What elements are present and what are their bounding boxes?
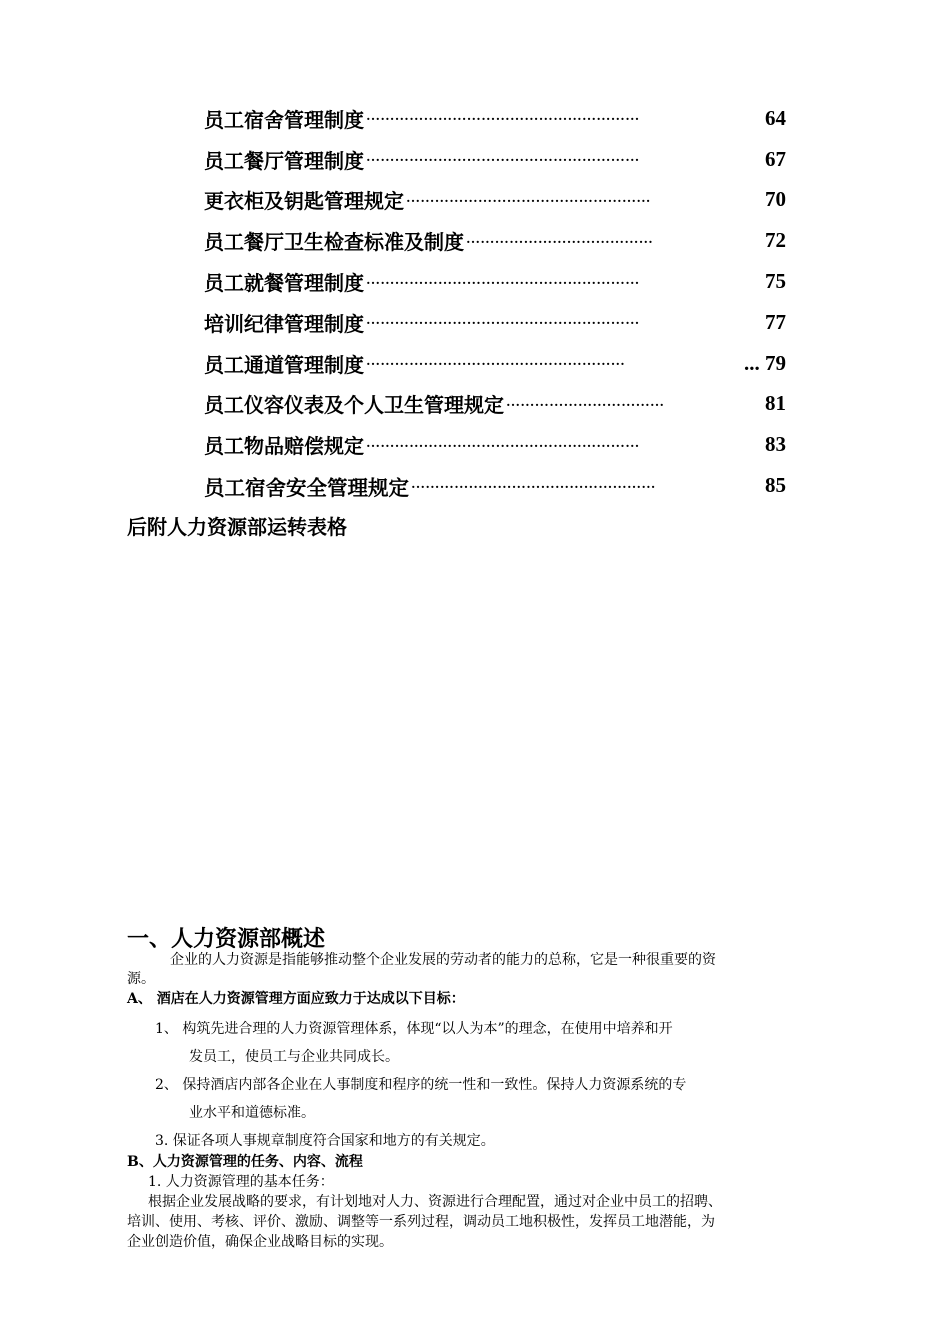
toc-entry-title: 员工宿舍管理制度: [204, 104, 366, 133]
toc-leader-dots: …………………………………………………: [366, 109, 640, 125]
subheading-b: B、人力资源管理的任务、内容、流程: [127, 1154, 363, 1170]
section-heading: 一、人力资源部概述: [127, 927, 326, 952]
toc-leader-dots: ……………………………………………: [406, 190, 651, 206]
toc-page-number: 81: [765, 391, 786, 416]
task-heading: 1. 人力资源管理的基本任务：: [148, 1174, 334, 1190]
subheading-a: A、 酒店在人力资源管理方面应致力于达成以下目标：: [127, 991, 465, 1007]
toc-entry: [204, 180, 786, 221]
toc-entry-title: 员工物品赔偿规定: [204, 430, 366, 459]
toc-page-number: 72: [765, 228, 786, 253]
task-paragraph-line: 根据企业发展战略的要求，有计划地对人力、资源进行合理配置，通过对企业中员工的招聘、: [148, 1194, 722, 1210]
toc-leader-dots: …………………………………………………: [366, 272, 640, 288]
goal-item-continuation: 业水平和道德标准。: [189, 1105, 315, 1121]
toc-page-number: 64: [765, 105, 786, 130]
toc-entry-title: 员工仪容仪表及个人卫生管理规定: [204, 389, 506, 418]
intro-paragraph-line: 源。: [127, 971, 155, 987]
toc-entry: [204, 98, 786, 139]
toc-entry-title: 更衣柜及钥匙管理规定: [204, 185, 406, 214]
toc-entry: [204, 220, 786, 261]
toc-entry-title: 员工餐厅卫生检查标准及制度: [204, 226, 466, 255]
goal-item-continuation: 发员工，使员工与企业共同成长。: [189, 1049, 399, 1065]
goal-item: 1、 构筑先进合理的人力资源管理体系，体现“以人为本”的理念，在使用中培养和开: [155, 1021, 673, 1037]
task-paragraph-line: 培训、使用、考核、评价、激励、调整等一系列过程，调动员工地积极性，发挥员工地潜能，为: [127, 1214, 715, 1230]
toc-leader-dots: ……………………………: [506, 394, 665, 410]
toc-entry: [204, 384, 786, 425]
toc-page-number: 67: [765, 146, 786, 171]
toc-page-number: 70: [765, 187, 786, 212]
appendix-note: 后附人力资源部运转表格: [127, 515, 347, 539]
goal-item: 2、 保持酒店内部各企业在人事制度和程序的统一性和一致性。保持人力资源系统的专: [155, 1077, 687, 1093]
toc-entry-title: 培训纪律管理制度: [204, 308, 366, 337]
toc-leader-dots: ……………………………………………: [411, 476, 656, 492]
toc-page-number: 77: [765, 309, 786, 334]
toc-entry: [204, 343, 786, 384]
task-paragraph-line: 企业创造价值，确保企业战略目标的实现。: [127, 1234, 393, 1250]
goal-item: 3. 保证各项人事规章制度符合国家和地方的有关规定。: [155, 1133, 495, 1149]
toc-entry: [204, 302, 786, 343]
toc-entry: [204, 424, 786, 465]
toc-leader-dots: …………………………………………………: [366, 150, 640, 166]
toc-leader-dots: …………………………………: [466, 231, 654, 247]
toc-page-number: ... 79: [744, 350, 786, 375]
toc-entry: [204, 139, 786, 180]
toc-entry-title: 员工就餐管理制度: [204, 267, 366, 296]
toc-entry: [204, 465, 786, 506]
toc-entry: [204, 261, 786, 302]
toc-page-number: 85: [765, 473, 786, 498]
table-of-contents: [204, 98, 786, 506]
toc-entry-title: 员工通道管理制度: [204, 349, 366, 378]
intro-paragraph-line: 企业的人力资源是指能够推动整个企业发展的劳动者的能力的总称，它是一种很重要的资: [170, 952, 716, 968]
toc-entry-title: 员工餐厅管理制度: [204, 145, 366, 174]
toc-leader-dots: …………………………………………………: [366, 313, 640, 329]
toc-entry-title: 员工宿舍安全管理规定: [204, 471, 411, 501]
toc-leader-dots: ………………………………………………: [366, 354, 626, 370]
toc-page-number: 83: [765, 432, 786, 457]
toc-page-number: 75: [765, 269, 786, 294]
toc-leader-dots: …………………………………………………: [366, 435, 640, 451]
